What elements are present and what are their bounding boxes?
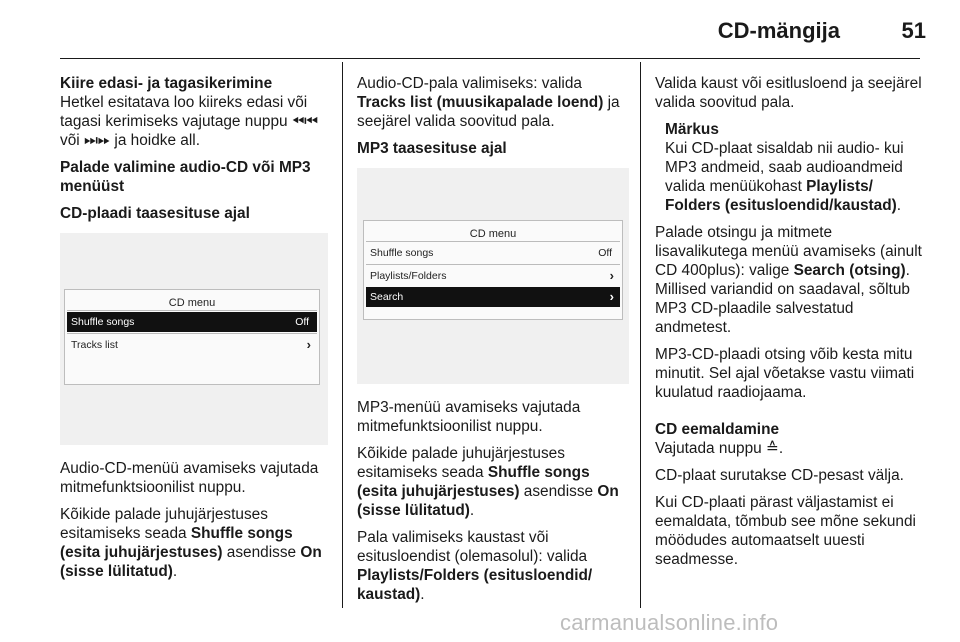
paragraph-text: ja hoidke all. — [114, 132, 200, 149]
paragraph-select-folder-track: Valida kaust või esitlusloend ja seejärel valida soovitud pala. — [655, 75, 922, 111]
paragraph-text: . — [420, 586, 425, 603]
chevron-right-icon: › — [609, 289, 614, 304]
watermark: carmanualsonline.info — [560, 610, 779, 635]
column-divider-2 — [640, 62, 641, 608]
menu-separator — [366, 264, 620, 265]
paragraph-text: . — [172, 563, 178, 580]
paragraph-press-eject — [655, 439, 925, 458]
paragraph-text: Kui CD-plaat sisaldab nii audio- kui MP3 andmeid, saab audioandmeid valida menüükohast — [665, 140, 904, 195]
note-title: Märkus — [665, 121, 719, 138]
menu-row-label: Shuffle songs — [71, 316, 135, 328]
bold-term: Tracks list (muusikapalade loend) — [357, 94, 604, 111]
header-rule — [60, 58, 920, 59]
menu-row-shuffle-songs — [67, 312, 317, 332]
paragraph-select-audio-track — [357, 74, 629, 131]
menu-row-label: Tracks list — [71, 339, 118, 351]
menu-row-value: Off — [295, 316, 309, 328]
paragraph-cd-ejected: CD-plaat surutakse CD-pesast välja. — [655, 467, 904, 484]
paragraph-cd-reinserted: Kui CD-plaati pärast väljastamist ei eemaldata, tõmbub see mõne sekundi möödudes automaatselt uuesti seadmesse. — [655, 494, 916, 568]
heading-mp3-playback: MP3 taasesituse ajal — [357, 140, 507, 157]
paragraph-text: asendisse — [222, 544, 301, 561]
bold-term: Playlists/Folders (esitusloendid/ kaustad) — [357, 567, 593, 603]
menu-row-label: Playlists/Folders — [370, 270, 447, 282]
column-3 — [655, 74, 925, 577]
heading-cd-removal: CD eemaldamine — [655, 421, 780, 438]
page-title: CD-mängija — [717, 18, 840, 43]
bold-term: Shuffle songs (esita juhujärjestuses) — [357, 464, 590, 500]
skip-forward-icon: ⏭︎⏩︎ — [83, 132, 111, 149]
paragraph-text: Audio-CD-pala valimiseks: valida — [357, 75, 582, 92]
column-2 — [357, 74, 629, 612]
cd-menu-panel — [64, 289, 320, 385]
paragraph-text: . — [778, 440, 784, 457]
paragraph-text: Kõikide palade juhujärjestuses esitamiseks seada — [60, 506, 268, 542]
paragraph-shuffle-mp3 — [357, 444, 629, 520]
bold-term: On (sisse lülitatud) — [60, 544, 322, 580]
paragraph-text: Hetkel esitatava loo kiireks edasi või tagasi kerimiseks vajutage nuppu — [60, 94, 308, 130]
menu-row-value: Off — [598, 247, 612, 259]
bold-term: Shuffle songs (esita juhujärjestuses) — [60, 525, 293, 561]
column-divider-1 — [342, 62, 343, 608]
paragraph-fast-forward — [60, 93, 328, 150]
menu-row-shuffle-songs — [366, 243, 620, 263]
bold-term: Playlists/ Folders (esitusloendid/kaustad) — [665, 178, 897, 214]
paragraph-text: ja seejärel valida soovitud pala. — [357, 94, 620, 130]
menu-row-playlists-folders — [366, 266, 620, 286]
chevron-right-icon: › — [609, 268, 614, 283]
page-number: 51 — [901, 18, 926, 43]
paragraph-text: Palade otsingu ja mitmete lisavalikutega menüü avamiseks (ainult CD 400plus): valige — [655, 224, 922, 279]
paragraph-text: asendisse — [519, 483, 598, 500]
mp3-menu-screenshot — [357, 168, 629, 384]
paragraph-text: . — [896, 197, 902, 214]
paragraph-text: . — [469, 502, 475, 519]
menu-row-search — [366, 287, 620, 307]
paragraph-shuffle — [60, 505, 328, 581]
paragraph-search — [655, 223, 925, 337]
paragraph-text: Kõikide palade juhujärjestuses esitamiseks seada — [357, 445, 565, 481]
paragraph-text: Pala valimiseks kaustast või esitusloendist (olemasolul): valida — [357, 529, 588, 565]
menu-row-label: Search — [370, 291, 404, 303]
heading-fast-forward: Kiire edasi- ja tagasikerimine — [60, 75, 273, 92]
paragraph-open-mp3-menu: MP3-menüü avamiseks vajutada mitmefunktsioonilist nuppu. — [357, 399, 581, 435]
menu-row-label: Shuffle songs — [370, 247, 434, 259]
mp3-menu-title: CD menu — [469, 228, 517, 240]
rewind-skip-icon: ⏪︎⏮︎ — [291, 113, 319, 130]
paragraph-search-duration: MP3-CD-plaadi otsing võib kesta mitu minutit. Sel ajal võetakse vastu viimati kuulatud raadiojaama. — [655, 346, 915, 401]
menu-row-tracks-list — [67, 335, 317, 355]
chevron-right-icon: › — [306, 337, 311, 352]
column-1 — [60, 74, 328, 589]
paragraph-text: või — [60, 132, 80, 149]
cd-menu-title: CD menu — [168, 297, 216, 309]
heading-cd-playback: CD-plaadi taasesituse ajal — [60, 205, 250, 222]
heading-select-tracks: Palade valimine audio-CD või MP3 menüüst — [60, 159, 311, 195]
cd-menu-screenshot — [60, 233, 328, 445]
menu-separator — [67, 333, 317, 334]
bold-term: Search (otsing) — [793, 262, 906, 279]
note-box — [655, 120, 925, 215]
paragraph-select-folder — [357, 528, 629, 604]
mp3-menu-panel — [363, 220, 623, 320]
paragraph-text: . Millised variandid on saadaval, sõltub MP3 CD-plaadile salvestatud andmetest. — [655, 262, 910, 336]
note-text — [665, 139, 925, 215]
paragraph-text: Vajutada nuppu — [655, 440, 766, 457]
eject-icon: ≙ — [765, 440, 779, 457]
bold-term: On (sisse lülitatud) — [357, 483, 619, 519]
paragraph-open-audio-menu: Audio-CD-menüü avamiseks vajutada mitmefunktsioonilist nuppu. — [60, 460, 319, 496]
